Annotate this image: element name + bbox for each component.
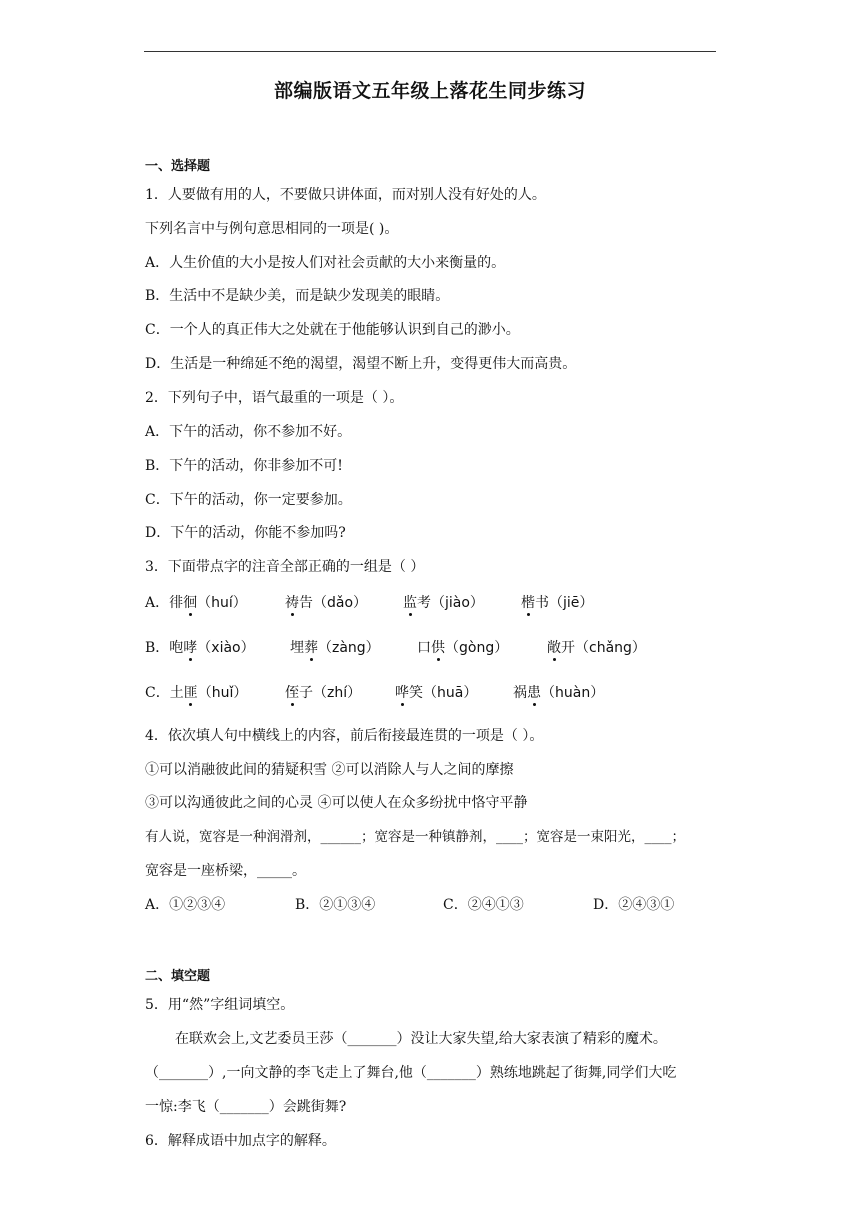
q4-stem: 4．依次填人句中横线上的内容，前后衔接最连贯的一项是（ ）。 xyxy=(145,728,544,744)
q3-stem: 3．下面带点字的注音全部正确的一组是（ ） xyxy=(145,559,425,575)
q1-option-a: A．人生价值的大小是按人们对社会贡献的大小来衡量的。 xyxy=(145,255,506,271)
q5-paragraph-line-1: 在联欢会上,文艺委员王莎（_______）没让大家失望,给大家表演了精彩的魔术。 xyxy=(175,1031,667,1047)
q3-b-item-2: 埋葬（zàng） xyxy=(290,640,380,656)
q4-sentence-line-2: 宽容是一座桥梁，_____。 xyxy=(145,863,306,879)
q4-option-c: C．②④①③ xyxy=(443,897,524,913)
q3-a-item-4: 楷书（jiē） xyxy=(521,595,594,611)
q3-c-item-3: 哗笑（huā） xyxy=(395,685,478,701)
q1-option-c: C．一个人的真正伟大之处就在于他能够认识到自己的渺小。 xyxy=(145,322,520,338)
section-heading-choice: 一、选择题 xyxy=(145,159,211,174)
q2-option-b: B．下午的活动，你非参加不可! xyxy=(145,458,343,474)
q3-c-item-1: C．土匪（huǐ） xyxy=(145,685,248,701)
q4-option-b: B．②①③④ xyxy=(295,897,376,913)
header-rule xyxy=(144,51,716,52)
q3-c-item-2: 侄子（zhí） xyxy=(285,685,362,701)
q2-option-a: A．下午的活动，你不参加不好。 xyxy=(145,424,352,440)
q2-option-c: C．下午的活动，你一定要参加。 xyxy=(145,492,352,508)
page-title: 部编版语文五年级上落花生同步练习 xyxy=(273,80,586,102)
q3-a-item-3: 监考（jiào） xyxy=(403,595,484,611)
q3-b-item-3: 口供（gòng） xyxy=(417,640,509,656)
q5-stem: 5．用“然”字组词填空。 xyxy=(145,997,295,1013)
q6-stem: 6．解释成语中加点字的解释。 xyxy=(145,1133,336,1149)
q4-items-1: ①可以消融彼此间的猜疑积雪 ②可以消除人与人之间的摩擦 xyxy=(145,762,514,778)
q3-a-item-1: A．徘徊（huí） xyxy=(145,595,247,611)
q4-items-2: ③可以沟通彼此之间的心灵 ④可以使人在众多纷扰中恪守平静 xyxy=(145,795,528,811)
section-heading-fill: 二、填空题 xyxy=(145,969,211,984)
q1-stem: 1．人要做有用的人，不要做只讲体面，而对别人没有好处的人。 xyxy=(145,187,546,203)
q1-prompt: 下列名言中与例句意思相同的一项是( )。 xyxy=(145,221,399,237)
q1-option-b: B．生活中不是缺少美，而是缺少发现美的眼睛。 xyxy=(145,288,450,304)
q5-paragraph-line-3: 一惊:李飞（_______）会跳街舞? xyxy=(145,1099,347,1115)
q3-c-item-4: 祸患（huàn） xyxy=(513,685,605,701)
q2-stem: 2．下列句子中，语气最重的一项是（ ）。 xyxy=(145,390,404,406)
q3-b-item-1: B．咆哮（xiào） xyxy=(145,640,255,656)
q3-a-item-2: 祷告（dǎo） xyxy=(285,595,368,611)
q4-sentence-line-1: 有人说，宽容是一种润滑剂，______；宽容是一种镇静剂，____；宽容是一束阳光，____； xyxy=(145,829,685,845)
q3-b-item-4: 敞开（chǎng） xyxy=(547,640,646,656)
q5-paragraph-line-2: （_______）,一向文静的李飞走上了舞台,他（_______）熟练地跳起了街舞,同学们大吃 xyxy=(145,1065,677,1081)
q4-option-a: A．①②③④ xyxy=(145,897,226,913)
q4-option-d: D．②④③① xyxy=(593,897,675,913)
q1-option-d: D．生活是一种绵延不绝的渴望，渴望不断上升，变得更伟大而高贵。 xyxy=(145,356,577,372)
q2-option-d: D．下午的活动，你能不参加吗? xyxy=(145,525,346,541)
